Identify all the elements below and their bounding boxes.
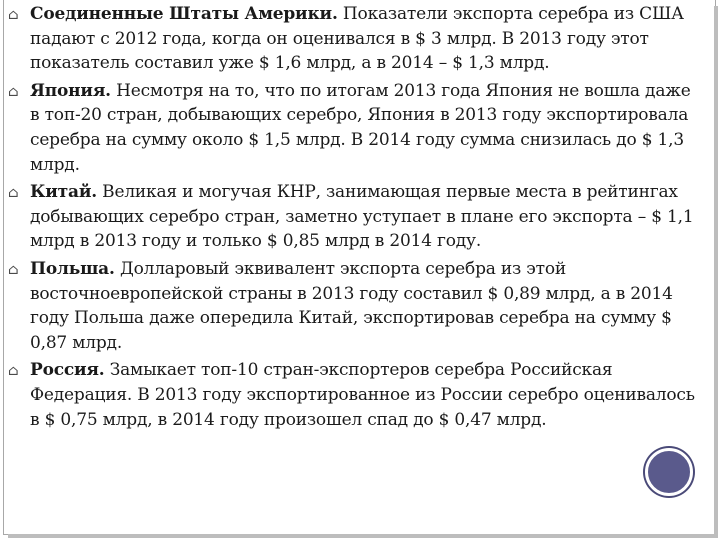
country-name: Россия. xyxy=(30,360,105,381)
list-item-japan xyxy=(8,79,698,177)
list-item-russia xyxy=(8,358,698,432)
bullet-icon: ⌂ xyxy=(8,185,19,202)
country-name: Китай. xyxy=(30,182,97,203)
bullet-icon: ⌂ xyxy=(8,83,19,100)
country-name: Япония. xyxy=(30,80,111,101)
decorative-circle-icon xyxy=(645,448,693,496)
bullet-icon: ⌂ xyxy=(8,363,19,380)
item-text: Долларовый эквивалент экспорта серебра из этой восточноевропейской страны в 2013 году составил $ 0,89 млрд, а в 2014 году Польша даже опередила Китай, экспортировав серебра на сумму $ 0,87 млрд. xyxy=(30,258,673,353)
country-name: Польша. xyxy=(30,258,115,279)
export-list xyxy=(8,2,698,435)
slide-shadow-right xyxy=(714,6,718,538)
slide-shadow-bottom xyxy=(8,534,718,538)
item-text: Великая и могучая КНР, занимающая первые места в рейтингах добывающих серебро стран, заметно уступает в плане его экспорта – $ 1,1 млрд в 2013 году и только $ 0,85 млрд в 2014 году. xyxy=(30,182,694,252)
bullet-icon: ⌂ xyxy=(8,261,19,278)
list-item-usa xyxy=(8,2,698,76)
list-item-poland xyxy=(8,257,698,355)
item-text: Показатели экспорта серебра из США падают с 2012 года, когда он оценивался в $ 3 млрд. В 2013 году этот показатель составил уже $ 1,6 млрд, а в 2014 – $ 1,3 млрд. xyxy=(30,4,684,74)
item-text: Несмотря на то, что по итогам 2013 года Япония не вошла даже в топ-20 стран, добывающих серебро, Япония в 2013 году экспортировала серебра на сумму около $ 1,5 млрд. В 2014 году сумма снизилась до $ 1,3 млрд. xyxy=(30,80,691,175)
item-text: Замыкает топ-10 стран-экспортеров серебра Российская Федерация. В 2013 году экспортированное из России серебро оценивалось в $ 0,75 млрд, в 2014 году произошел спад до $ 0,47 млрд. xyxy=(30,360,695,430)
bullet-icon: ⌂ xyxy=(8,7,19,23)
list-item-china xyxy=(8,180,698,254)
country-name: Соединенные Штаты Америки. xyxy=(30,4,338,24)
